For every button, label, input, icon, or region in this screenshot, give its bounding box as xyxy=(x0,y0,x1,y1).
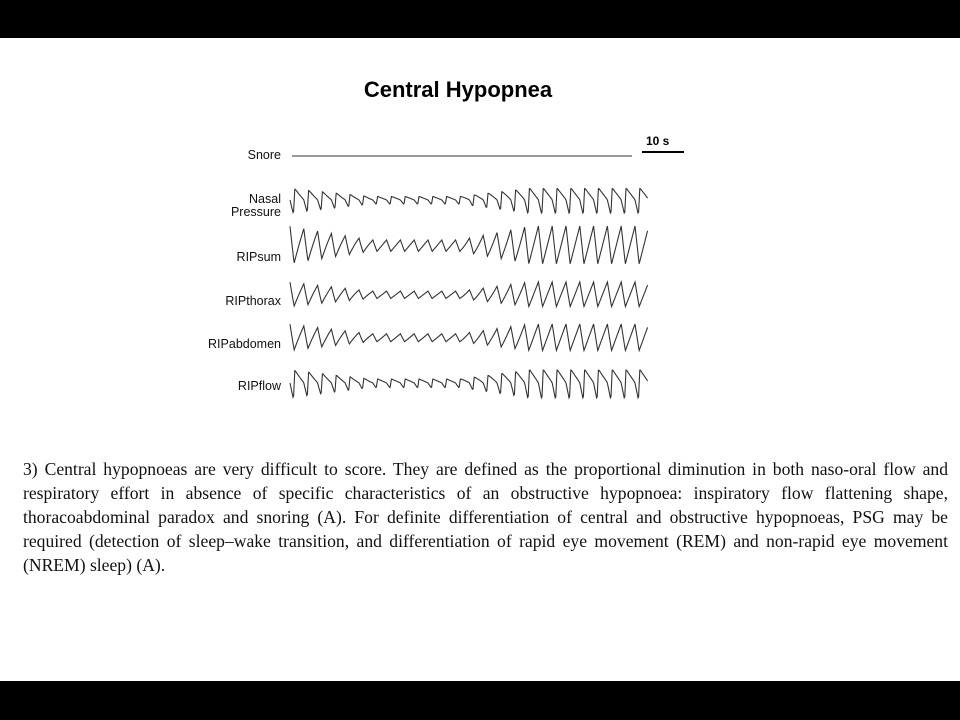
slide-title: Central Hypopnea xyxy=(363,77,553,102)
label-ripthorax: RIPthorax xyxy=(225,294,281,308)
trace-ripsum xyxy=(290,226,648,264)
label-ripsum: RIPsum xyxy=(236,250,281,264)
trace-ripthorax xyxy=(290,282,648,307)
body-text: 3) Central hypopnoeas are very difficult to score. They are defined as the proportional diminution in both naso-oral flow and respiratory effort in absence of specific characteristics of an obstructive hypopnoea: inspiratory flow flattening shape, thoracoabdominal paradox and snoring (A). For definite differentiation of central and obstructive hypopnoeas, PSG may be required (detection of sleep–wake transition, and differentiation of rapid eye movement (REM) and non-rapid eye movement (NREM) sleep) (A). xyxy=(23,459,948,575)
trace-nasal-pressure xyxy=(290,189,648,213)
label-snore: Snore xyxy=(247,148,281,162)
trace-ripflow xyxy=(290,370,648,398)
traces-svg xyxy=(0,38,960,681)
slide xyxy=(0,38,960,681)
label-ripflow: RIPflow xyxy=(237,379,281,393)
label-nasal-pressure: Nasal Pressure xyxy=(230,192,281,219)
trace-ripabdomen xyxy=(290,324,648,350)
scale-label: 10 s xyxy=(646,134,670,148)
label-ripabdomen: RIPabdomen xyxy=(208,337,281,351)
